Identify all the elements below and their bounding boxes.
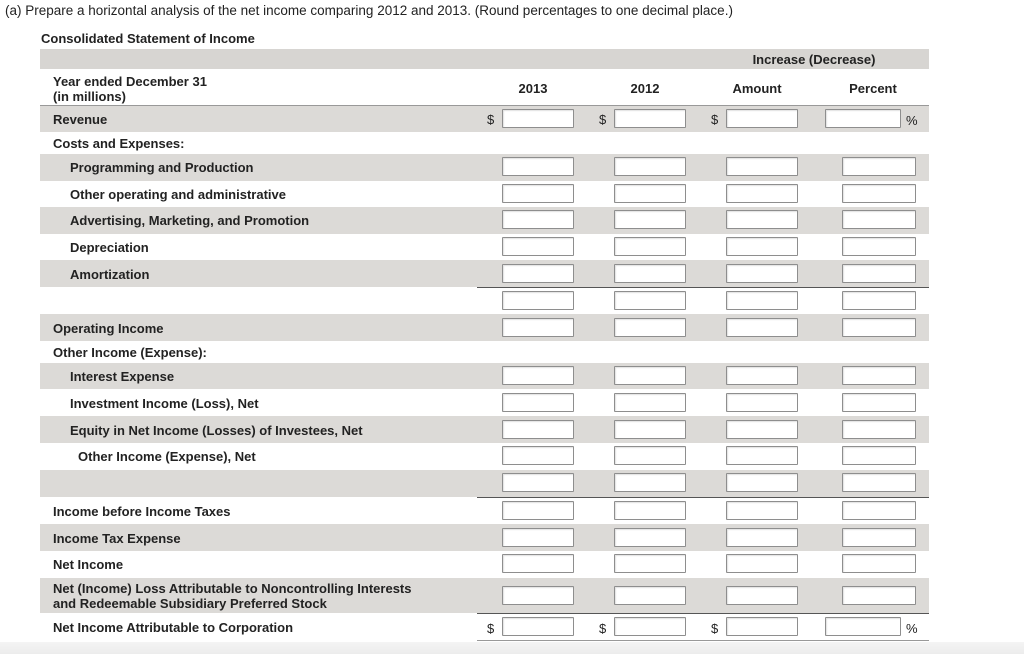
equity-net-income-amount-input[interactable] bbox=[726, 420, 798, 439]
depreciation-percent-input[interactable] bbox=[842, 237, 916, 256]
label-other-operating: Other operating and administrative bbox=[70, 187, 286, 202]
net-income-corp-2013-input[interactable] bbox=[502, 617, 574, 636]
income-tax-2013-input[interactable] bbox=[502, 528, 574, 547]
advertising-2013-input[interactable] bbox=[502, 210, 574, 229]
total-rule bbox=[477, 613, 929, 614]
amortization-2012-input[interactable] bbox=[614, 264, 686, 283]
nci-percent-input[interactable] bbox=[842, 586, 916, 605]
label-income-tax-expense: Income Tax Expense bbox=[53, 531, 181, 546]
other-operating-2013-input[interactable] bbox=[502, 184, 574, 203]
col-header-2012: 2012 bbox=[630, 81, 660, 96]
bottom-rule bbox=[477, 640, 929, 641]
col-header-2013: 2013 bbox=[518, 81, 548, 96]
income-tax-2012-input[interactable] bbox=[614, 528, 686, 547]
net-income-percent-input[interactable] bbox=[842, 554, 916, 573]
amortization-percent-input[interactable] bbox=[842, 264, 916, 283]
interest-expense-percent-input[interactable] bbox=[842, 366, 916, 385]
total-costs-2013-input[interactable] bbox=[502, 291, 574, 310]
label-other-income-expense: Other Income (Expense): bbox=[53, 345, 207, 360]
net-income-corp-2012-input[interactable] bbox=[614, 617, 686, 636]
other-income-net-amount-input[interactable] bbox=[726, 446, 798, 465]
total-costs-amount-input[interactable] bbox=[726, 291, 798, 310]
income-tax-amount-input[interactable] bbox=[726, 528, 798, 547]
question-text: (a) Prepare a horizontal analysis of the net income comparing 2012 and 2013. (Round percentages to one decimal place.) bbox=[5, 3, 733, 18]
nci-2012-input[interactable] bbox=[614, 586, 686, 605]
income-statement-table bbox=[40, 49, 929, 641]
depreciation-amount-input[interactable] bbox=[726, 237, 798, 256]
dollar-sign: $ bbox=[711, 621, 719, 636]
other-income-net-percent-input[interactable] bbox=[842, 446, 916, 465]
amortization-2013-input[interactable] bbox=[502, 264, 574, 283]
label-net-income: Net Income bbox=[53, 557, 124, 572]
total-costs-2012-input[interactable] bbox=[614, 291, 686, 310]
income-before-taxes-percent-input[interactable] bbox=[842, 501, 916, 520]
other-operating-percent-input[interactable] bbox=[842, 184, 916, 203]
label-income-before-taxes: Income before Income Taxes bbox=[53, 504, 231, 519]
investment-income-2012-input[interactable] bbox=[614, 393, 686, 412]
nci-2013-input[interactable] bbox=[502, 586, 574, 605]
percent-sign: % bbox=[906, 621, 918, 636]
other-income-net-2012-input[interactable] bbox=[614, 446, 686, 465]
dollar-sign: $ bbox=[487, 621, 495, 636]
label-interest-expense: Interest Expense bbox=[70, 369, 175, 384]
net-income-amount-input[interactable] bbox=[726, 554, 798, 573]
label-nci bbox=[53, 581, 411, 611]
operating-income-2013-input[interactable] bbox=[502, 318, 574, 337]
programming-2012-input[interactable] bbox=[614, 157, 686, 176]
interest-expense-amount-input[interactable] bbox=[726, 366, 798, 385]
label-equity-net-income: Equity in Net Income (Losses) of Investees, Net bbox=[70, 423, 363, 438]
label-operating-income: Operating Income bbox=[53, 321, 164, 336]
interest-expense-2013-input[interactable] bbox=[502, 366, 574, 385]
advertising-amount-input[interactable] bbox=[726, 210, 798, 229]
percent-sign: % bbox=[906, 113, 918, 128]
label-depreciation: Depreciation bbox=[70, 240, 149, 255]
depreciation-2012-input[interactable] bbox=[614, 237, 686, 256]
label-net-income-corp: Net Income Attributable to Corporation bbox=[53, 620, 294, 635]
col-header-amount: Amount bbox=[732, 81, 782, 96]
operating-income-percent-input[interactable] bbox=[842, 318, 916, 337]
dollar-sign: $ bbox=[487, 112, 495, 127]
total-other-income-2013-input[interactable] bbox=[502, 473, 574, 492]
label-amortization: Amortization bbox=[70, 267, 150, 282]
other-operating-amount-input[interactable] bbox=[726, 184, 798, 203]
revenue-2012-input[interactable] bbox=[614, 109, 686, 128]
operating-income-amount-input[interactable] bbox=[726, 318, 798, 337]
revenue-amount-input[interactable] bbox=[726, 109, 798, 128]
page-bottom-edge bbox=[0, 642, 1024, 654]
revenue-2013-input[interactable] bbox=[502, 109, 574, 128]
advertising-2012-input[interactable] bbox=[614, 210, 686, 229]
other-income-net-2013-input[interactable] bbox=[502, 446, 574, 465]
investment-income-amount-input[interactable] bbox=[726, 393, 798, 412]
label-nci-line2: and Redeemable Subsidiary Preferred Stock bbox=[53, 596, 327, 611]
programming-amount-input[interactable] bbox=[726, 157, 798, 176]
label-programming: Programming and Production bbox=[70, 160, 254, 175]
net-income-2013-input[interactable] bbox=[502, 554, 574, 573]
label-other-income-net: Other Income (Expense), Net bbox=[78, 449, 256, 464]
net-income-2012-input[interactable] bbox=[614, 554, 686, 573]
subtotal-rule-1 bbox=[477, 287, 929, 288]
label-advertising: Advertising, Marketing, and Promotion bbox=[70, 213, 310, 228]
dollar-sign: $ bbox=[599, 112, 607, 127]
equity-net-income-2012-input[interactable] bbox=[614, 420, 686, 439]
statement-title: Consolidated Statement of Income bbox=[41, 31, 255, 46]
dollar-sign: $ bbox=[599, 621, 607, 636]
row-header-label bbox=[53, 74, 207, 104]
col-header-percent: Percent bbox=[849, 81, 897, 96]
interest-expense-2012-input[interactable] bbox=[614, 366, 686, 385]
dollar-sign: $ bbox=[711, 112, 719, 127]
increase-decrease-header: Increase (Decrease) bbox=[752, 52, 876, 67]
row-header-line2: (in millions) bbox=[53, 89, 126, 104]
label-investment-income: Investment Income (Loss), Net bbox=[70, 396, 259, 411]
total-other-income-2012-input[interactable] bbox=[614, 473, 686, 492]
net-income-corp-percent-input[interactable] bbox=[825, 617, 901, 636]
investment-income-percent-input[interactable] bbox=[842, 393, 916, 412]
amortization-amount-input[interactable] bbox=[726, 264, 798, 283]
total-other-income-amount-input[interactable] bbox=[726, 473, 798, 492]
income-before-taxes-amount-input[interactable] bbox=[726, 501, 798, 520]
label-revenue: Revenue bbox=[53, 112, 108, 127]
equity-net-income-2013-input[interactable] bbox=[502, 420, 574, 439]
operating-income-2012-input[interactable] bbox=[614, 318, 686, 337]
revenue-percent-input[interactable] bbox=[825, 109, 901, 128]
depreciation-2013-input[interactable] bbox=[502, 237, 574, 256]
programming-percent-input[interactable] bbox=[842, 157, 916, 176]
total-other-income-percent-input[interactable] bbox=[842, 473, 916, 492]
advertising-percent-input[interactable] bbox=[842, 210, 916, 229]
other-operating-2012-input[interactable] bbox=[614, 184, 686, 203]
equity-net-income-percent-input[interactable] bbox=[842, 420, 916, 439]
label-costs-expenses: Costs and Expenses: bbox=[53, 136, 185, 151]
total-costs-percent-input[interactable] bbox=[842, 291, 916, 310]
label-nci-line1: Net (Income) Loss Attributable to Noncontrolling Interests bbox=[53, 581, 412, 596]
subtotal-rule-2 bbox=[477, 497, 929, 498]
nci-amount-input[interactable] bbox=[726, 586, 798, 605]
investment-income-2013-input[interactable] bbox=[502, 393, 574, 412]
programming-2013-input[interactable] bbox=[502, 157, 574, 176]
income-before-taxes-2012-input[interactable] bbox=[614, 501, 686, 520]
income-tax-percent-input[interactable] bbox=[842, 528, 916, 547]
row-header-line1: Year ended December 31 bbox=[53, 74, 207, 89]
net-income-corp-amount-input[interactable] bbox=[726, 617, 798, 636]
income-before-taxes-2013-input[interactable] bbox=[502, 501, 574, 520]
